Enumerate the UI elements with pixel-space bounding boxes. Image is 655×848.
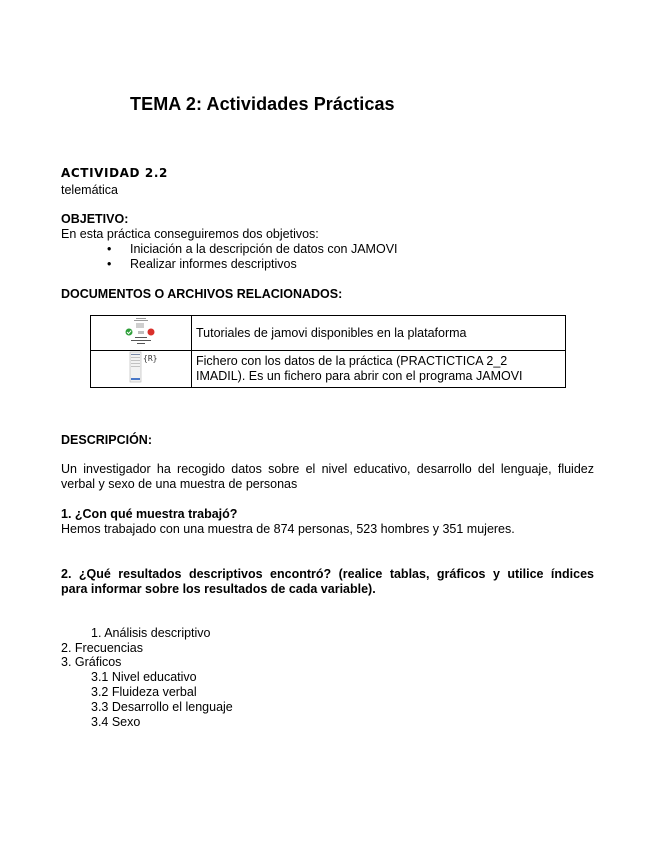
description-heading: DESCRIPCIÓN: [61,433,152,447]
activity-heading: ACTIVIDAD 2.2 [61,166,168,180]
description-line-2: verbal y sexo de una muestra de personas [61,477,298,491]
table-row [91,351,566,388]
table-cell-text [192,351,566,388]
table-cell-text: Tutoriales de jamovi disponibles en la plataforma [192,316,566,351]
objective-heading: OBJETIVO: [61,212,129,226]
outline-item-1: 1. Análisis descriptivo [91,626,211,640]
description-line-1: Un investigador ha recogido datos sobre el nivel educativo, desarrollo del lenguaje, fluidez [61,462,594,476]
outline-subitem: 3.3 Desarrollo el lenguaje [91,700,233,714]
table-row [91,316,566,351]
objective-item-2: Realizar informes descriptivos [130,257,297,271]
page-title: TEMA 2: Actividades Prácticas [130,94,395,114]
question-1-answer: Hemos trabajado con una muestra de 874 personas, 523 hombres y 351 mujeres. [61,522,515,536]
table-cell-icon [91,316,192,351]
outline-item-2: 2. Frecuencias [61,641,143,655]
table-cell-line: IMADIL). Es un fichero para abrir con el programa JAMOVI [196,369,523,383]
outline-item-3: 3. Gráficos [61,655,122,669]
outline-subitem: 3.4 Sexo [91,715,141,729]
activity-subtitle: telemática [61,183,118,197]
table-cell-icon [91,351,192,388]
bullet-2: • [107,257,112,271]
documents-heading: DOCUMENTOS O ARCHIVOS RELACIONADOS: [61,287,343,301]
documents-table [90,315,566,388]
question-2-line-2: para informar sobre los resultados de cada variable). [61,582,376,596]
outline-subitem: 3.1 Nivel educativo [91,670,197,684]
objective-item-1: Iniciación a la descripción de datos con JAMOVI [130,242,398,256]
svg-text:{R}: {R} [143,354,158,363]
outline-subitem: 3.2 Fluideza verbal [91,685,197,699]
jamovi-tutorial-thumbnail-icon [121,317,161,347]
table-cell-line: Fichero con los datos de la práctica (PRACTICTICA 2_2 [196,354,508,368]
bullet-1: • [107,242,112,256]
question-2-line-1: 2. ¿Qué resultados descriptivos encontró? (realice tablas, gráficos y utilice índices [61,567,594,581]
question-1-heading: 1. ¿Con qué muestra trabajó? [61,507,238,521]
objective-intro: En esta práctica conseguiremos dos objetivos: [61,227,319,241]
data-file-thumbnail-icon [121,351,161,383]
